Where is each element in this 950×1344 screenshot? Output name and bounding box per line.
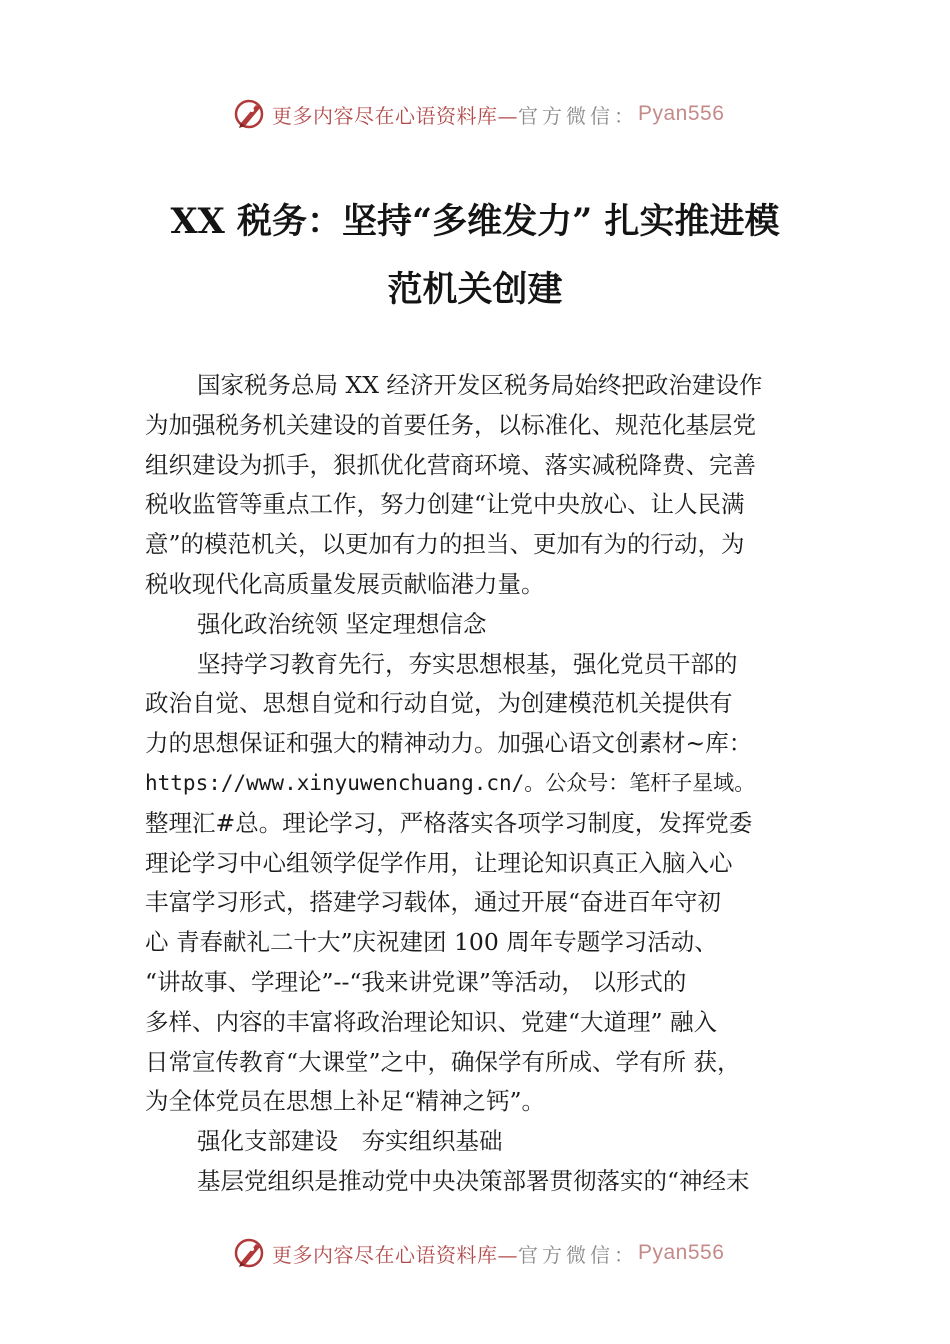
paragraph-line: 坚持学习教育先行，夯实思想根基，强化党员干部的 — [197, 649, 738, 678]
paragraph-line: 心 青春献礼二十大”庆祝建团 100 周年专题学习活动、 — [145, 928, 718, 957]
document-title-line-2: 范机关创建 — [387, 269, 563, 310]
pen-logo-icon — [232, 96, 268, 132]
paragraph-line: 理论学习中心组领学促学作用，让理论知识真正入脑入心 — [145, 848, 733, 877]
section-heading: 强化政治统领 坚定理想信念 — [197, 609, 487, 638]
banner-content — [232, 94, 724, 134]
paragraph-line: 为加强税务机关建设的首要任务，以标准化、规范化基层党 — [145, 410, 756, 439]
paragraph-line: 组织建设为抓手，狠抓优化营商环境、落实减税降费、完善 — [145, 450, 756, 479]
paragraph-line: 意”的模范机关，以更加有力的担当、更加有为的行动，为 — [145, 530, 745, 559]
paragraph-line: 税收监管等重点工作，努力创建“让党中央放心、让人民满 — [145, 490, 745, 519]
paragraph-line: 基层党组织是推动党中央决策部署贯彻落实的“神经末 — [197, 1166, 750, 1195]
banner-wechat-id: Pyan556 — [638, 1241, 725, 1264]
banner-wechat-label: 官方微信： — [518, 103, 638, 128]
section-heading: 强化支部建设 夯实组织基础 — [197, 1127, 503, 1156]
header-banner — [0, 94, 950, 134]
paragraph-line-url: https://www.xinyuwenchuang.cn/。公众号：笔杆子星域。 — [145, 770, 756, 795]
paragraph-line: 力的思想保证和强大的精神动力。加强心语文创素材~库： — [145, 729, 753, 758]
pen-logo-icon — [232, 1235, 268, 1271]
banner-main-text: 更多内容尽在心语资料库— — [272, 1242, 518, 1267]
banner-main-text: 更多内容尽在心语资料库— — [272, 103, 518, 128]
paragraph-line: 税收现代化高质量发展贡献临港力量。 — [145, 569, 545, 598]
document-body — [145, 366, 825, 1202]
paragraph-line: 国家税务总局 XX 经济开发区税务局始终把政治建设作 — [197, 371, 763, 399]
paragraph-line: “讲故事、学理论”--“我来讲党课”等活动， 以形式的 — [145, 967, 687, 996]
banner-wechat-id: Pyan556 — [638, 102, 725, 125]
document-title-line-1: XX 税务：坚持“多维发力” 扎实推进模 — [170, 201, 780, 242]
paragraph-line: 为全体党员在思想上补足“精神之钙”。 — [145, 1087, 546, 1116]
banner-content — [232, 1233, 724, 1273]
paragraph-line: 政治自觉、思想自觉和行动自觉，为创建模范机关提供有 — [145, 689, 733, 718]
paragraph-line: 整理汇#总。理论学习，严格落实各项学习制度，发挥党委 — [145, 808, 753, 837]
paragraph-line: 日常宣传教育“大课堂”之中，确保学有所成、学有所 获， — [145, 1047, 741, 1076]
banner-wechat-label: 官方微信： — [518, 1242, 638, 1267]
footer-banner — [0, 1233, 950, 1273]
paragraph-line: 丰富学习形式，搭建学习载体，通过开展“奋进百年守初 — [145, 888, 722, 917]
paragraph-line: 多样、内容的丰富将政治理论知识、党建“大道理” 融入 — [145, 1007, 717, 1036]
